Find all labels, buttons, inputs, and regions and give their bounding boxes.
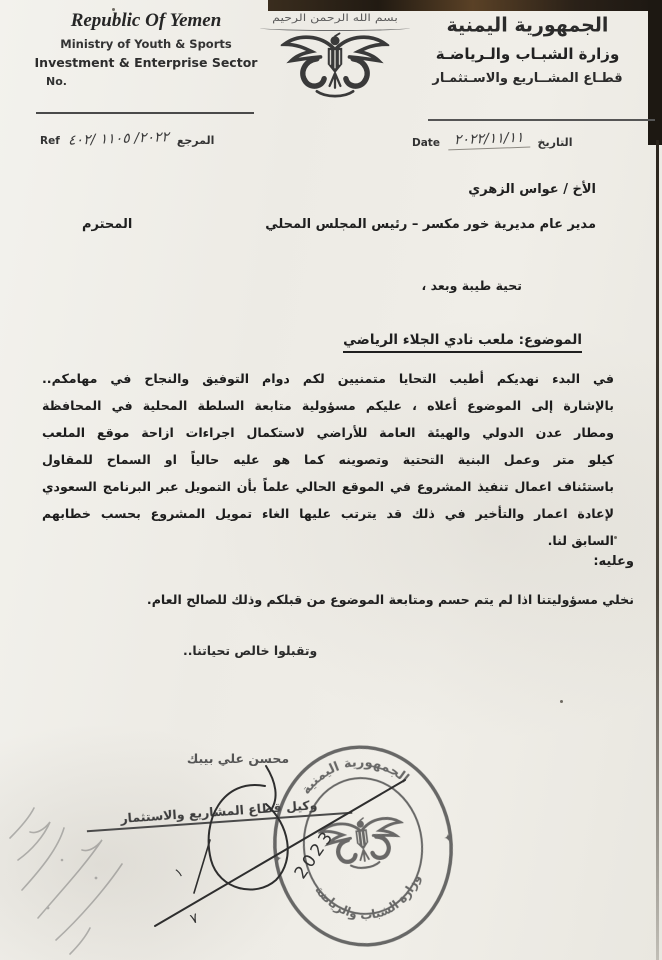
scan-edge-top [268,0,662,11]
marginal-handwriting [0,768,150,960]
stamp-top-text: الجمهورية اليمنية [298,755,412,798]
body-line: في البدء نهديكم أطيب التحايا متمنيين لكم دوام التوفيق والنجاح في مهامكم.. [42,371,614,386]
date-row [412,131,572,149]
stamp-star-left: ✦ [272,851,283,867]
ministry-name-en: Ministry of Youth & Sports [60,37,232,51]
therefore-line: وعليه: [593,554,634,569]
stamp-star-right: ✦ [442,831,454,846]
ref-handwritten-value: ٢٠٢٢/ ١١٠٥ /٤٠٢ [67,129,170,149]
reference-number-row [40,131,214,147]
signatory-name: محسن علي بيبك [186,751,290,766]
number-label: No. [46,75,67,88]
signature-mark-stroke [194,840,210,893]
addressee-title-row [82,217,596,232]
letterhead-divider-left [36,112,254,114]
ref-label-en: Ref [40,135,60,147]
addressee-position: مدير عام مديرية خور مكسر – رئيس المجلس المحلي [265,217,596,232]
scan-speck [614,536,617,539]
body-line: ومطار عدن الدولي والهيئة العامة للأراضي لاستكمال اجراءات ازاحة موقع الملعب [42,425,614,440]
date-label-ar: التاريخ [537,136,573,149]
body-line: السابق لنا. [547,533,614,548]
bismillah-text: بسم الله الرحمن الرحيم [272,13,398,24]
scan-speck [560,700,563,703]
letter-body [42,365,614,554]
country-name-ar: الجمهورية اليمنية [446,13,609,37]
handwritten-mark-1: ١ [172,864,187,882]
stamp-bottom-text: وزارة الشباب والرياضة [312,872,424,922]
body-line: كيلو متر وعمل البنية التحتية وتصوينه كما هو عليه حالياً او السماح للمقاول [42,452,614,467]
sector-name-en: Investment & Enterprise Sector [34,55,258,70]
country-name-en: Republic Of Yemen [70,10,222,31]
subject-line: الموضوع: ملعب نادي الجلاء الرياضي [343,332,582,353]
body-line: بالإشارة إلى الموضوع أعلاه ، عليكم مسؤولية متابعة السلطة المحلية في المحافظة [42,398,614,413]
greeting-line: تحية طيبة وبعد ، [421,278,522,293]
signatory-title: وكيل قطاع المشاريع والاستثمار [86,795,353,833]
ministry-name-ar: وزارة الشبـاب والـرياضـة [435,45,620,63]
date-handwritten-value: ٢٠٢٢/١١/١١ [448,130,530,151]
stamp-year-handwritten: 2023 [290,826,339,883]
body-line: باستئناف اعمال تنفيذ المشروع في الموقع الحالي علماً بأن التمويل عبر البرنامج السعودي [42,479,614,494]
body-line: لإعادة اعمار والتأخير في ذلك قد يترتب عليها الغاء تمويل المشروع بحسب خطابهم [42,506,614,521]
letterhead-arabic [415,14,640,86]
scan-edge-right-line [656,140,659,960]
disclaimer-line: نخلي مسؤوليتنا اذا لم يتم حسم ومتابعة الموضوع من قبلكم وذلك للصالح العام. [146,592,634,607]
yemen-eagle-emblem-icon [276,28,394,104]
sector-name-ar: قطـاع المشــاريع والاسـتثمـار [432,71,623,86]
addressee-name: الأخ / عواس الزهري [468,182,596,197]
ref-label-ar: المرجع [176,134,215,147]
handwritten-mark-7: ٧ [188,910,201,928]
signature-flourish [266,766,276,810]
date-label-en: Date [412,137,440,149]
scan-edge-right [648,0,662,145]
letterhead-divider-right [428,119,655,121]
salutation-line: وتقبلوا خالص تحياتنا.. [183,643,318,658]
signature-stroke [155,780,405,926]
addressee-honorific: المحترم [82,217,133,232]
